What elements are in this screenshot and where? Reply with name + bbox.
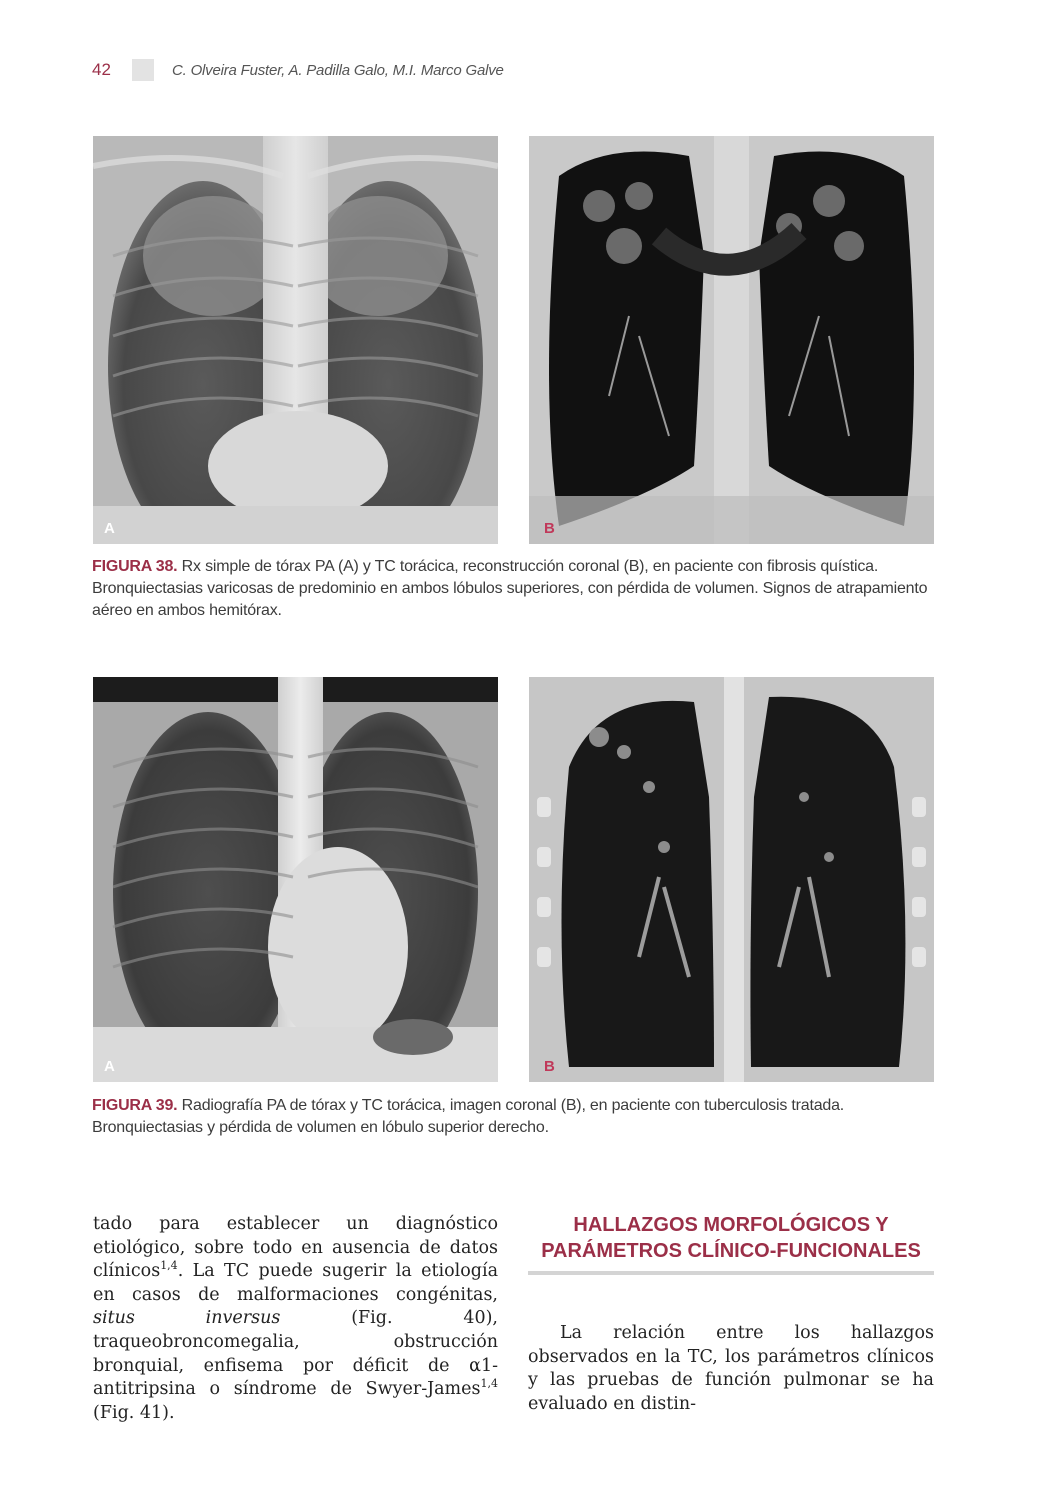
left-text-3: (Fig. 40), traqueobroncomegalia, obstrucción bronquial, enfisema por déficit de α1-antitripsina o síndrome de Swyer-James <box>93 1308 498 1400</box>
figure39-panel-a-label: A <box>104 1058 115 1075</box>
section-heading-line-1: HALLAZGOS MORFOLÓGICOS Y <box>573 1214 889 1236</box>
figure38-panel-a-label: A <box>104 520 115 537</box>
figure38-caption-label: FIGURA 38. <box>92 558 178 575</box>
figure39-xray-image <box>93 677 498 1082</box>
left-text-4: (Fig. 41). <box>93 1402 175 1423</box>
section-heading <box>528 1212 934 1264</box>
header-authors: C. Olveira Fuster, A. Padilla Galo, M.I. Marco Galve <box>172 61 504 79</box>
figure39-panel-b-label: B <box>544 1058 555 1075</box>
figure38-xray-image <box>93 136 498 544</box>
left-text-2: . La TC puede sugerir la etiología en casos de malformaciones congénitas, <box>93 1261 498 1305</box>
figure39-caption-text: Radiografía PA de tórax y TC torácica, imagen coronal (B), en paciente con tuberculosis tratada. Bronquiectasias y pérdida de volumen en lóbulo superior derecho. <box>92 1097 845 1136</box>
right-paragraph: La relación entre los hallazgos observados en la TC, los parámetros clínicos y las pruebas de función pulmonar se ha evaluado en distin- <box>528 1323 934 1414</box>
figure38-caption <box>92 556 934 622</box>
figure38-ct-image <box>529 136 934 544</box>
figure39-ct-image <box>529 677 934 1082</box>
page-number: 42 <box>92 60 111 79</box>
citation-superscript: 1,4 <box>480 1377 498 1391</box>
left-text-1: tado para establecer un diagnóstico etiológico, sobre todo en ausencia de datos clínicos <box>93 1214 498 1282</box>
left-italic-term: situs inversus <box>93 1308 281 1329</box>
left-body-column <box>93 1213 498 1425</box>
heading-divider <box>528 1271 934 1275</box>
figure39-caption <box>92 1095 934 1139</box>
running-header <box>92 58 504 82</box>
right-body-column <box>528 1322 934 1416</box>
section-heading-line-2: PARÁMETROS CLÍNICO-FUNCIONALES <box>541 1240 921 1262</box>
citation-superscript: 1,4 <box>160 1259 178 1273</box>
header-decoration <box>132 59 154 81</box>
figure38-panel-b-label: B <box>544 520 555 537</box>
figure38-caption-text: Rx simple de tórax PA (A) y TC torácica, reconstrucción coronal (B), en paciente con fibrosis quística. Bronquiectasias varicosas de predominio en ambos lóbulos superiores, con pérdida de volumen. Signos de atrapamiento aéreo en ambos hemitórax. <box>92 558 928 619</box>
left-paragraph <box>93 1213 498 1425</box>
figure39-caption-label: FIGURA 39. <box>92 1097 178 1114</box>
